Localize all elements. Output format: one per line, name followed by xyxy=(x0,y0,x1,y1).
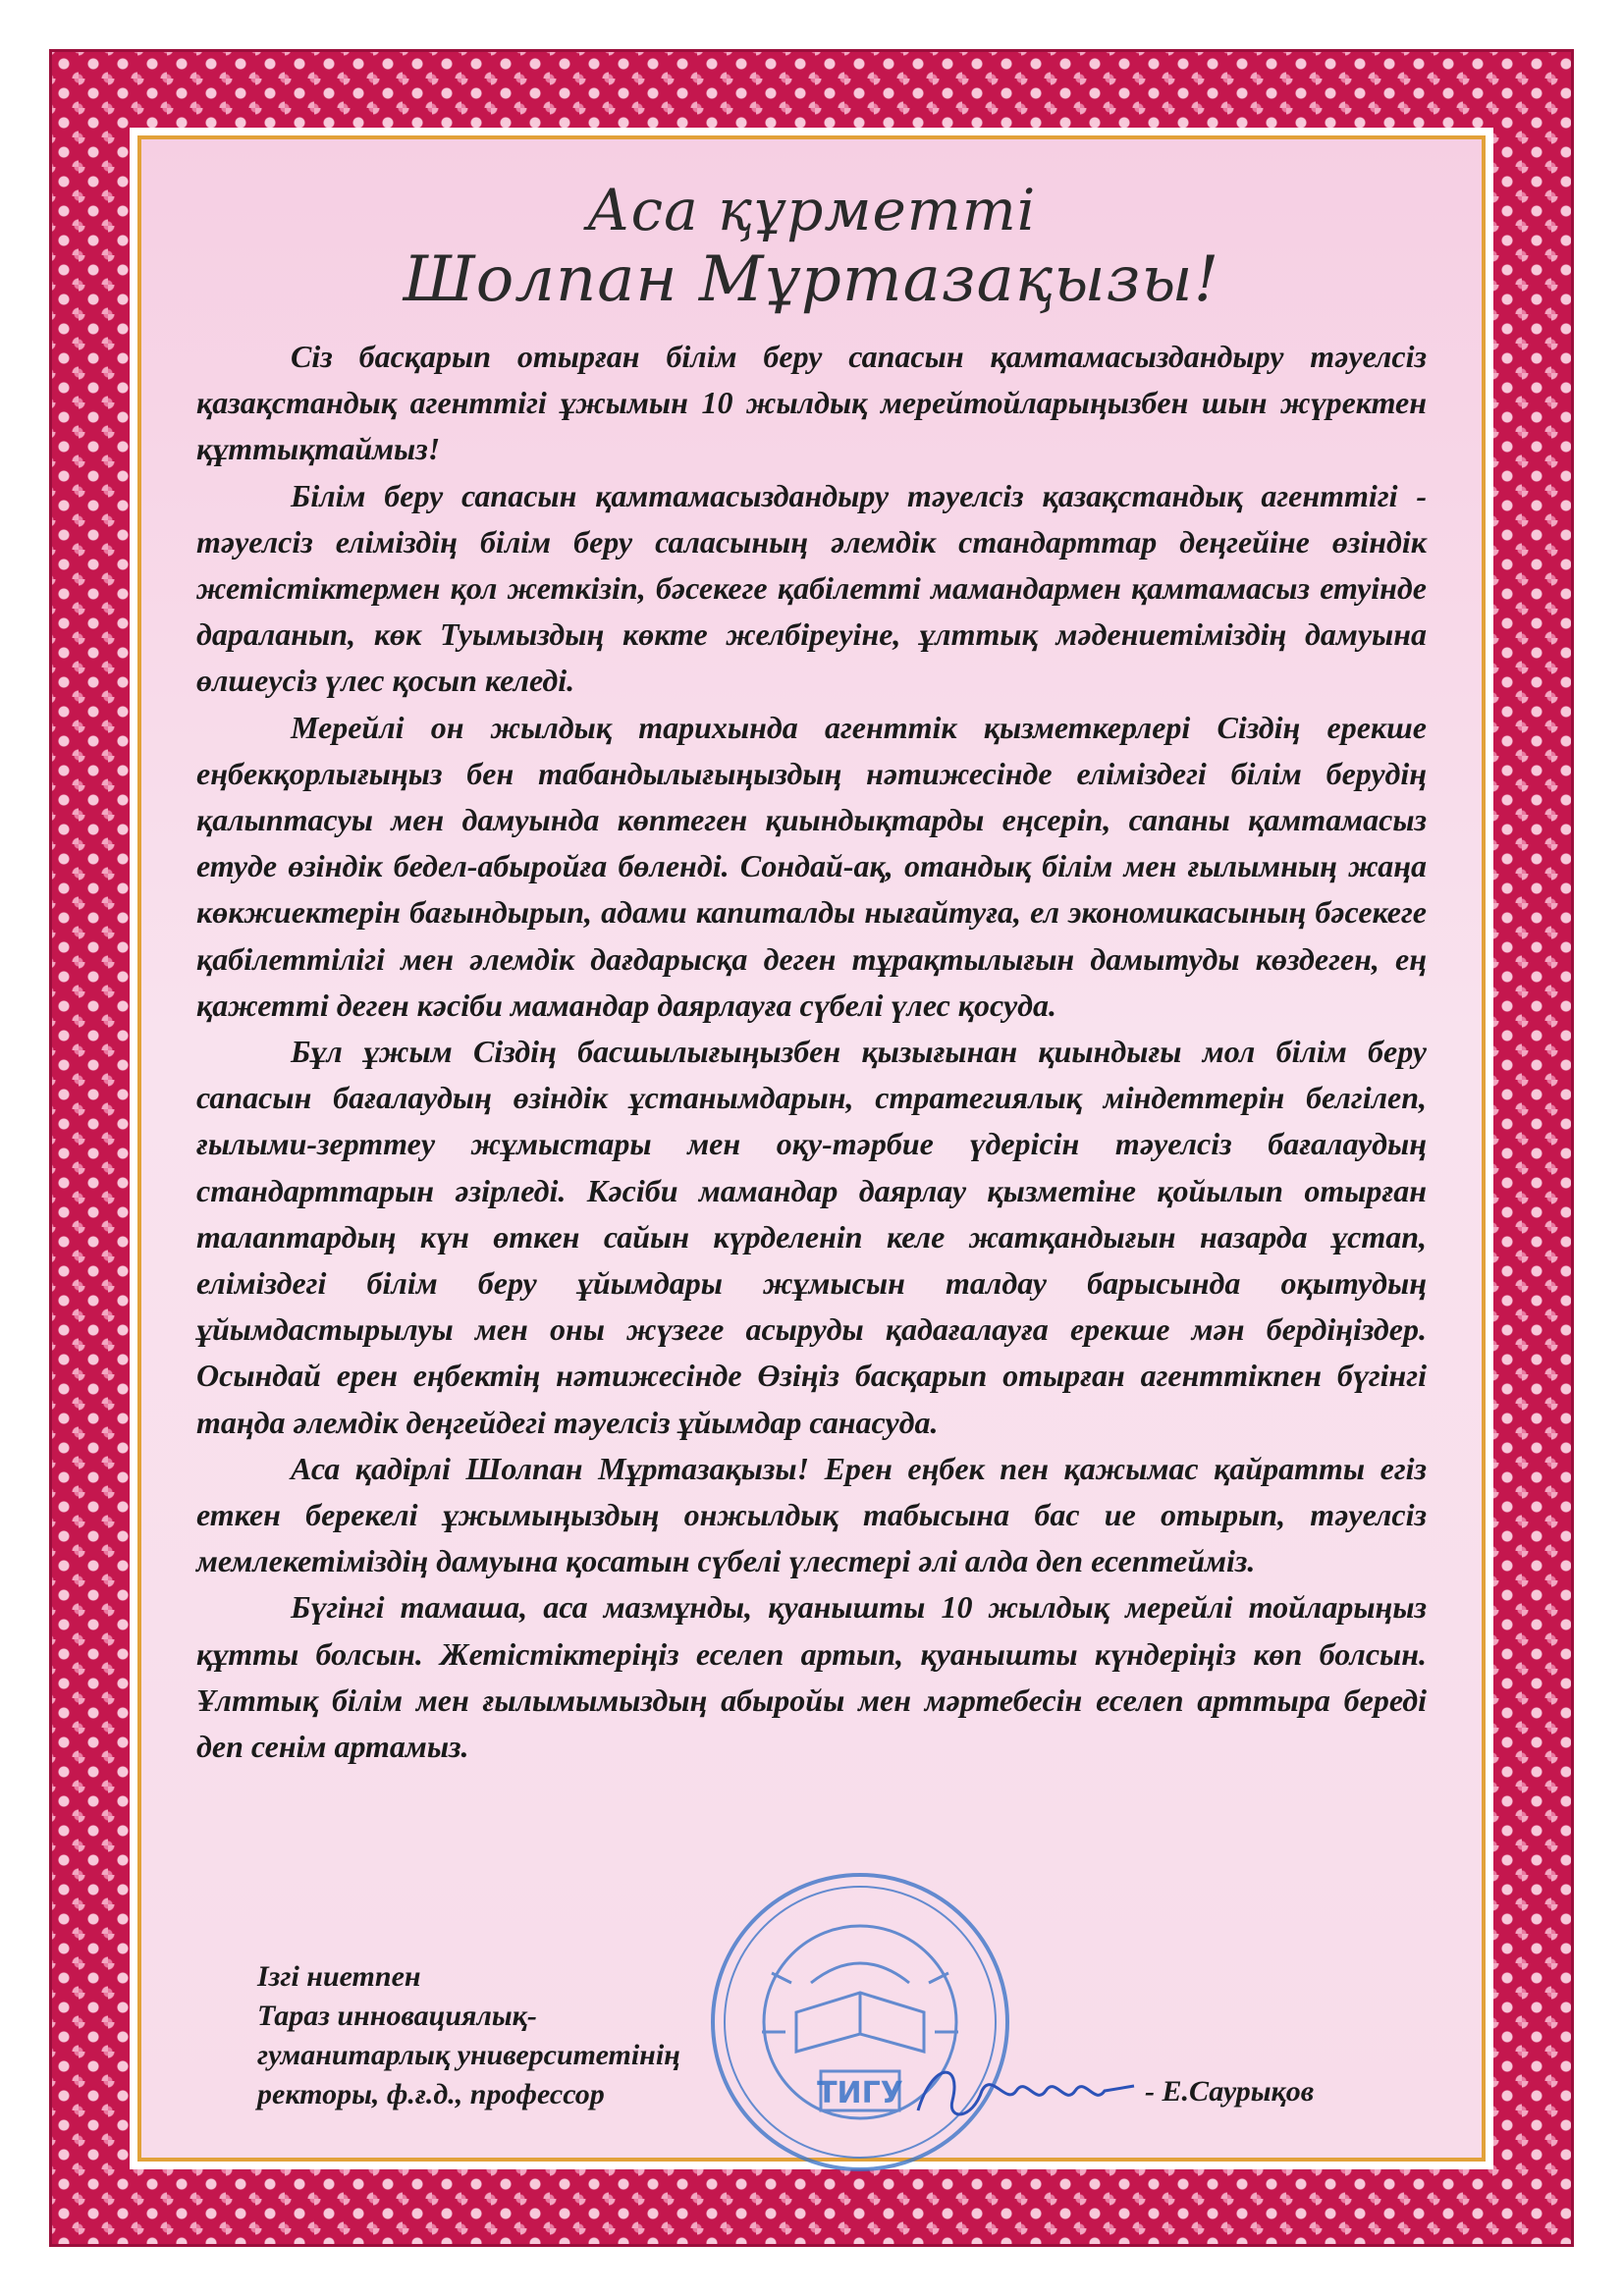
paragraph: Аса қадірлі Шолпан Мұртазақызы! Ерен еңбек пен қажымас қайратты егіз еткен берекелі ұжымыңыздың онжылдық табысына бас ие отырып, тәуелсіз мемлекетіміздің дамуына қосатын сүбелі үлестері әлі алда деп есептейміз. xyxy=(196,1450,1427,1579)
paragraph: Бұл ұжым Сіздің басшылығыңызбен қызығынан қиындығы мол білім беру сапасын бағалаудың өзіндік ұстанымдарын, стратегиялық міндеттерін белгілеп, ғылыми-зерттеу жұмыстары мен оқу-тәрбие үдерісін тәуелсіз бағалаудың стандарттарын әзірледі. Кәсіби мамандар даярлау қызметіне қойылып отырған талаптардың күн өткен сайын күрделеніп келе жатқандығын назарда ұстап, еліміздегі білім беру ұйымдары жұмысын талдау барысында оқытудың ұйымдастырылуы мен оны жүзеге асыруды қадағалауға ерекше мән бердіңіздер. Осындай ерен еңбектің нәтижесінде Өзіңіз басқарып отырған агенттікпен бүгінгі таңда әлемдік деңгейдегі тәуелсіз ұйымдар санасуда. xyxy=(196,1034,1427,1440)
closing-title-line: гуманитарлық университетінің xyxy=(257,2039,680,2071)
letter-body xyxy=(196,334,1427,1770)
paragraph: Мерейлі он жылдық тарихында агенттік қызметкерлері Сіздің ерекше еңбекқорлығыңыз бен табандылығыңыздың нәтижесінде еліміздегі білім берудің қалыптасуы мен дамуында көптеген қиындықтарды еңсеріп, сапаны қамтамасыз етуде өзіндік бедел-абыройға бөленді. Сондай-ақ, отандық білім мен ғылымның жаңа көкжиектерін бағындырып, адами капиталды нығайтуға, ел экономикасының бәсекеге қабілеттілігі мен әлемдік дағдарысқа деген тұрақтылығын дамытуды көздеген, ең қажетті деген кәсіби мамандар даярлауға сүбелі үлес қосуда. xyxy=(196,709,1427,1023)
signer-name: - Е.Саурықов xyxy=(1145,2075,1315,2108)
university-seal-stamp xyxy=(703,1865,1017,2179)
greeting-line-2: Шолпан Мұртазақызы! xyxy=(403,243,1220,316)
paragraph: Сіз басқарып отырған білім беру сапасын қамтамасыздандыру тәуелсіз қазақстандық агенттігі ұжымын 10 жылдық мерейтойларыңызбен шын жүректен құттықтаймыз! xyxy=(196,339,1427,467)
seal-text: ТИГУ xyxy=(817,2076,903,2110)
closing-block xyxy=(257,1957,680,2114)
handwritten-signature xyxy=(913,2052,1139,2130)
paragraph: Бүгінгі тамаша, аса мазмұнды, қуанышты 10 жылдық мерейлі тойларыңыз құтты болсын. Жетістіктеріңіз еселеп артып, қуанышты күндеріңіз көп болсын. Ұлттық білім мен ғылымымыздың абыройы мен мәртебесін еселеп арттыра береді деп сенім артамыз. xyxy=(196,1589,1427,1765)
closing-regards: Ізгі ниетпен xyxy=(257,1960,421,1993)
closing-title-line: ректоры, ф.ғ.д., профессор xyxy=(257,2078,605,2110)
closing-title-line: Тараз инновациялық- xyxy=(257,2000,537,2032)
greeting-line-1: Аса құрметті xyxy=(586,177,1037,243)
paragraph: Білім беру сапасын қамтамасыздандыру тәуелсіз қазақстандық агенттігі - тәуелсіз еліміздің білім беру саласының әлемдік стандарттар деңгейіне өзіндік жетістіктермен қол жеткізіп, бәсекеге қабілетті мамандармен қамтамасыз етуінде дараланып, көк Туымыздың көкте желбіреуіне, ұлттық мәдениетіміздің дамуына өлшеусіз үлес қосып келеді. xyxy=(196,477,1427,699)
